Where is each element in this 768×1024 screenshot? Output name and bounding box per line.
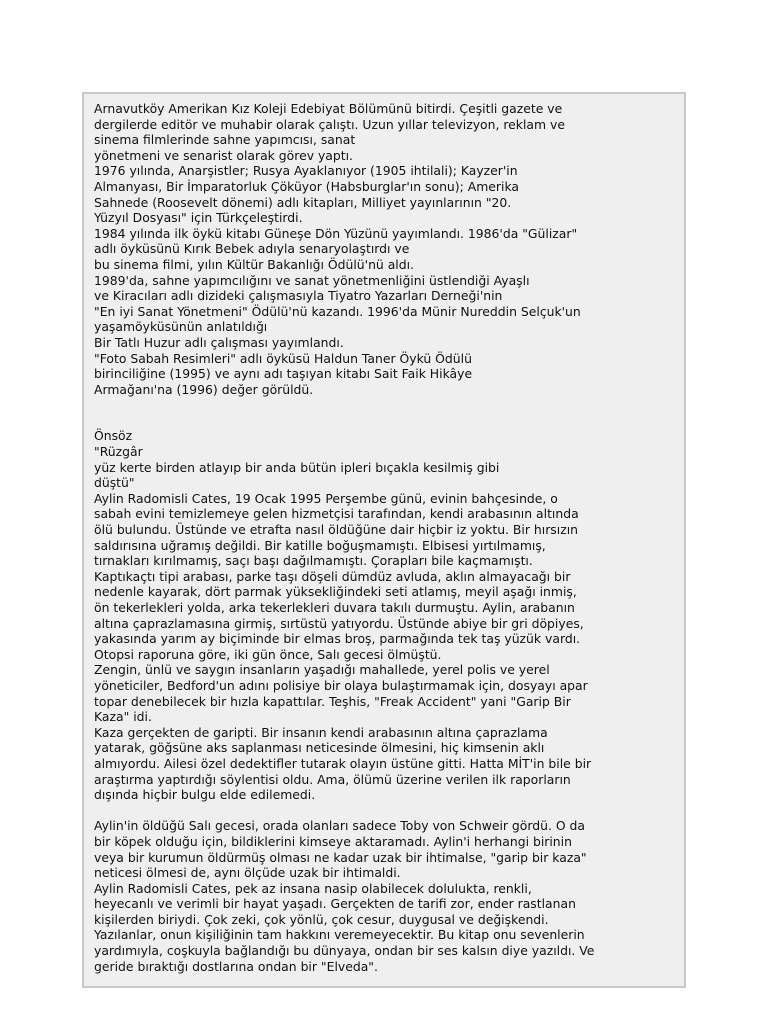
text-line: saldırısına uğramış değildi. Bir katille boğuşmamıştı. Elbisesi yırtılmamış, [94,537,546,553]
text-line: ölü bulundu. Üstünde ve etrafta nasıl öldüğüne dair hiçbir iz yoktu. Bir hırsızın [94,522,578,538]
text-line: Almanyası, Bir İmparatorluk Çöküyor (Habsburglar'ın sonu); Amerika [94,178,519,194]
text-line: Kaptıkaçtı tipi arabası, parke taşı döşeli dümdüz avluda, aklın almayacağı bir [94,568,571,584]
text-line: ve Kiracıları adlı dizideki çalışmasıyla Tiyatro Yazarları Derneği'nin [94,288,503,304]
text-line: yaşamöyküsünün anlatıldığı [94,319,268,335]
text-line: tırnakları kırılmamış, saçı başı dağılmamıştı. Çorapları bile kaçmamıştı. [94,553,533,569]
text-line: topar denebilecek bir hızla kapattılar. Teşhis, "Freak Accident" yani "Garip Bir [94,693,571,709]
text-line: Aylin Radomisli Cates, 19 Ocak 1995 Perşembe günü, evinin bahçesinde, o [94,490,558,506]
text-line: "Foto Sabah Resimleri" adlı öyküsü Haldun Taner Öykü Ödülü [94,350,472,366]
text-line: nedenle kayarak, dört parmak yüksekliğindeki seti atlamış, meyil aşağı inmiş, [94,584,577,600]
text-line: Sahnede (Roosevelt dönemi) adlı kitapları, Milliyet yayınlarının "20. [94,194,512,210]
text-line: ön tekerlekleri yolda, arka tekerlekleri duvara takılı durmuştu. Aylin, arabanın [94,600,575,615]
text-line: sinema filmlerinde sahne yapımcısı, sanat [94,132,356,148]
text-line: 1984 yılında ilk öykü kitabı Güneşe Dön Yüzünü yayımlandı. 1986'da "Gülizar" [94,225,578,241]
text-line: neticesi ölmesi de, aynı ölçüde uzak bir ihtimaldi. [94,865,401,881]
text-line: Arnavutköy Amerikan Kız Koleji Edebiyat Bölümünü bitirdi. Çeşitli gazete ve [94,101,563,116]
text-line: Kaza" idi. [94,709,152,725]
text-line: bu sinema filmi, yılın Kültür Bakanlığı Ödülü'nü aldı. [94,256,414,272]
text-line: sabah evini temizlemeye gelen hizmetçisi tarafından, kendi arabasının altında [94,506,579,522]
text-line: Kaza gerçekten de garipti. Bir insanın kendi arabasının altına çaprazlama [94,724,548,740]
text-line: bir köpek olduğu için, bildiklerini kimseye aktaramadı. Aylin'i herhangi birinin [94,833,572,849]
text-line: Zengin, ünlü ve saygın insanların yaşadığı mahallede, yerel polis ve yerel [94,662,550,678]
text-line: veya bir kurumun öldürmüş olması ne kadar uzak bir ihtimalse, "garip bir kaza" [94,849,587,865]
blank-line [94,397,676,413]
text-line: Yüzyıl Dosyası" için Türkçeleştirdi. [94,210,303,226]
text-line: 1989'da, sahne yapımcılığını ve sanat yönetmenliğini üstlendiği Ayaşlı [94,272,530,288]
text-line: yöneticiler, Bedford'un adını polisiye bir olaya bulaştırmamak için, dosyayı apar [94,677,588,693]
text-line: Bir Tatlı Huzur adlı çalışması yayımlandı. [94,334,344,350]
text-line: adlı öyküsünü Kırık Bebek adıyla senaryolaştırdı ve [94,241,410,257]
text-line: "Rüzgâr [94,444,143,460]
text-line: Armağanı'na (1996) değer görüldü. [94,381,314,397]
document-text-box [82,92,686,988]
text-line: dışında hiçbir bulgu elde edilemedi. [94,787,316,803]
text-line: kişilerden biriydi. Çok zeki, çok yönlü, çok cesur, duygusal ve değişkendi. [94,911,549,927]
text-line: dergilerde editör ve muhabir olarak çalıştı. Uzun yıllar televizyon, reklam ve [94,116,565,132]
text-line: birinciliğine (1995) ve aynı adı taşıyan kitabı Sait Faik Hikâye [94,366,473,382]
blank-line [94,413,676,429]
text-line: 1976 yılında, Anarşistler; Rusya Ayaklanıyor (1905 ihtilali); Kayzer'in [94,163,518,179]
text-line: yüz kerte birden atlayıp bir anda bütün ipleri bıçakla kesilmiş gibi [94,459,500,475]
text-line: yakasında yarım ay biçiminde bir elmas broş, parmağında tek taş yüzük vardı. [94,631,581,647]
text-line: düştü" [94,475,135,491]
text-line: yönetmeni ve senarist olarak görev yaptı. [94,147,353,163]
text-line: Yazılanlar, onun kişiliğinin tam hakkını veremeyecektir. Bu kitap onu sevenlerin [94,927,585,943]
text-line: Otopsi raporuna göre, iki gün önce, Salı gecesi ölmüştü. [94,646,442,662]
blank-line [94,803,676,819]
text-line: almıyordu. Ailesi özel dedektifler tutarak olayın üstüne gitti. Hatta MİT'in bile bir [94,755,592,771]
text-line: yardımıyla, coşkuyla bağlandığı bu dünyaya, ondan bir ses kalsın diye yazıldı. Ve [94,943,595,959]
text-line: yatarak, göğsüne aks saplanması neticesinde ölmesini, hiç kimsenin aklı [94,740,545,756]
text-line: heyecanlı ve verimli bir hayat yaşadı. Gerçekten de tarifi zor, ender rastlanan [94,896,576,912]
text-line: altına çaprazlamasına girmiş, sırtüstü yatıyordu. Üstünde abiye bir gri döpiyes, [94,615,584,631]
text-line: Aylin'in öldüğü Salı gecesi, orada olanları sadece Toby von Schweir gördü. O da [94,818,585,834]
text-line: Önsöz [94,428,133,444]
text-line: araştırma yaptırdığı söylentisi oldu. Ama, ölümü üzerine verilen ilk raporların [94,771,571,787]
text-line: Aylin Radomisli Cates, pek az insana nasip olabilecek dolulukta, renkli, [94,880,532,896]
text-line: "En iyi Sanat Yönetmeni" Ödülü'nü kazandı. 1996'da Münir Nureddin Selçuk'un [94,303,581,319]
text-line: geride bıraktığı dostlarına ondan bir "Elveda". [94,958,378,974]
